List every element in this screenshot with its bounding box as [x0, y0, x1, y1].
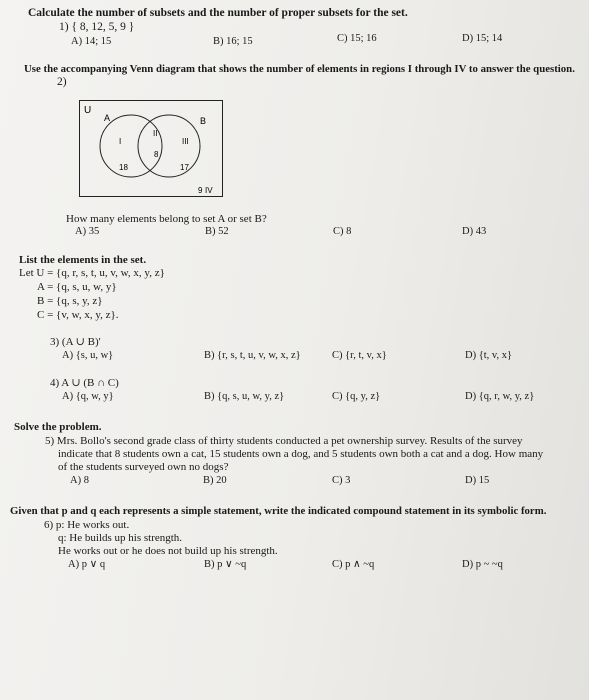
- q5-option-b[interactable]: B) 20: [203, 475, 227, 486]
- universal-set-line: Let U = {q, r, s, t, u, v, w, x, y, z}: [19, 267, 165, 279]
- question-3-label: 3) (A ∪ B)': [50, 336, 101, 348]
- q1-option-c[interactable]: C) 15; 16: [337, 33, 377, 44]
- q3-option-a[interactable]: A) {s, u, w}: [62, 350, 114, 361]
- question-5-line-1: 5) Mrs. Bollo's second grade class of thirty students conducted a pet ownership survey. Results of the survey: [45, 435, 523, 447]
- section-header-solve: Solve the problem.: [14, 421, 102, 433]
- venn-diagram: [79, 100, 224, 198]
- q4-option-c[interactable]: C) {q, y, z}: [332, 391, 381, 402]
- set-c-line: C = {v, w, x, y, z}.: [37, 309, 119, 321]
- q1-option-b[interactable]: B) 16; 15: [213, 36, 253, 47]
- region-2-value: 8: [154, 150, 159, 159]
- question-6-line-3: He works out or he does not build up his strength.: [58, 545, 278, 557]
- q6-option-d[interactable]: D) p ~ ~q: [462, 559, 503, 570]
- section-header-venn: Use the accompanying Venn diagram that shows the number of elements in regions I through IV to answer the question.: [24, 63, 575, 75]
- question-6-line-1: 6) p: He works out.: [44, 519, 130, 531]
- region-4-value: 9: [198, 186, 203, 195]
- section-header-symbolic: Given that p and q each represents a simple statement, write the indicated compound statement in its symbolic form.: [10, 505, 547, 517]
- q3-option-b[interactable]: B) {r, s, t, u, v, w, x, z}: [204, 350, 301, 361]
- region-2-label: II: [153, 129, 158, 138]
- q6-option-c[interactable]: C) p ∧ ~q: [332, 559, 375, 570]
- region-4-label: IV: [205, 186, 213, 195]
- set-a-circle: [100, 115, 162, 177]
- q4-option-a[interactable]: A) {q, w, y}: [62, 391, 114, 402]
- set-b-circle: [138, 115, 200, 177]
- q4-option-b[interactable]: B) {q, s, u, w, y, z}: [204, 391, 285, 402]
- q2-option-c[interactable]: C) 8: [333, 226, 352, 237]
- q3-option-c[interactable]: C) {r, t, v, x}: [332, 350, 387, 361]
- question-5-line-3: of the students surveyed own no dogs?: [58, 461, 229, 473]
- q4-option-d[interactable]: D) {q, r, w, y, z}: [465, 391, 535, 402]
- region-1-value: 18: [119, 163, 128, 172]
- question-2-text: How many elements belong to set A or set B?: [66, 213, 267, 225]
- q2-option-b[interactable]: B) 52: [205, 226, 229, 237]
- q2-option-a[interactable]: A) 35: [75, 226, 100, 237]
- question-6-line-2: q: He builds up his strength.: [58, 532, 183, 544]
- q2-option-d[interactable]: D) 43: [462, 226, 487, 237]
- set-a-label: A: [104, 113, 111, 123]
- region-3-label: III: [182, 137, 189, 146]
- q1-option-d[interactable]: D) 15; 14: [462, 33, 503, 44]
- question-2-number: 2): [57, 76, 67, 88]
- q1-option-a[interactable]: A) 14; 15: [71, 36, 112, 47]
- question-4-label: 4) A ∪ (B ∩ C): [50, 377, 119, 389]
- q6-option-b[interactable]: B) p ∨ ~q: [204, 559, 247, 570]
- universe-label: U: [84, 105, 92, 116]
- question-1-label: 1) { 8, 12, 5, 9 }: [59, 21, 135, 33]
- universe-rectangle: [80, 101, 223, 197]
- region-3-value: 17: [180, 163, 189, 172]
- q5-option-a[interactable]: A) 8: [70, 475, 89, 486]
- q5-option-d[interactable]: D) 15: [465, 475, 490, 486]
- q3-option-d[interactable]: D) {t, v, x}: [465, 350, 513, 361]
- q6-option-a[interactable]: A) p ∨ q: [68, 559, 106, 570]
- set-b-line: B = {q, s, y, z}: [37, 295, 103, 307]
- section-header-subsets: Calculate the number of subsets and the number of proper subsets for the set.: [28, 7, 408, 19]
- set-a-line: A = {q, s, u, w, y}: [37, 281, 117, 293]
- set-b-label: B: [200, 116, 207, 126]
- region-1-label: I: [119, 137, 122, 146]
- question-5-line-2: indicate that 8 students own a cat, 15 students own a dog, and 5 students own both a cat and a dog. How many: [58, 448, 544, 460]
- q5-option-c[interactable]: C) 3: [332, 475, 351, 486]
- section-header-list: List the elements in the set.: [19, 254, 147, 266]
